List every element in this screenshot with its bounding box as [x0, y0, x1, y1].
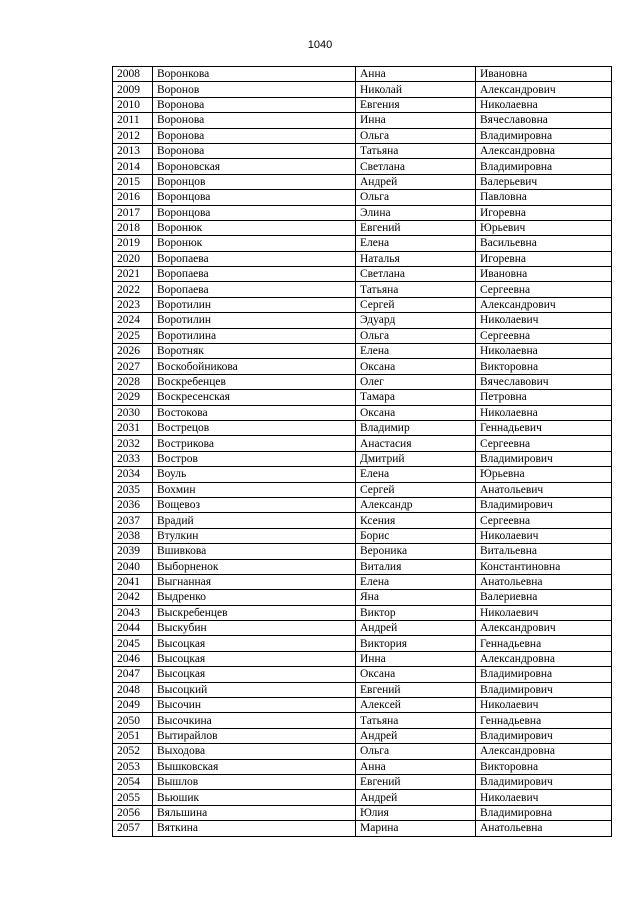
table-row — [113, 667, 612, 682]
first-name-cell: Виктория — [356, 636, 476, 651]
first-name-cell: Оксана — [356, 667, 476, 682]
table-row — [113, 698, 612, 713]
last-name-cell: Воронцова — [153, 205, 356, 220]
last-name-cell: Вострикова — [153, 436, 356, 451]
first-name-cell: Светлана — [356, 159, 476, 174]
patronymic-cell: Витальевна — [476, 544, 612, 559]
last-name-cell: Воронов — [153, 82, 356, 97]
first-name-cell: Андрей — [356, 790, 476, 805]
row-number-cell: 2043 — [113, 605, 153, 620]
last-name-cell: Вышковская — [153, 759, 356, 774]
first-name-cell: Тамара — [356, 390, 476, 405]
table-row — [113, 420, 612, 435]
patronymic-cell: Анатольевич — [476, 482, 612, 497]
table-row — [113, 590, 612, 605]
row-number-cell: 2045 — [113, 636, 153, 651]
table-row — [113, 497, 612, 512]
row-number-cell: 2049 — [113, 698, 153, 713]
first-name-cell: Владимир — [356, 420, 476, 435]
first-name-cell: Ксения — [356, 513, 476, 528]
last-name-cell: Воронкова — [153, 67, 356, 82]
row-number-cell: 2033 — [113, 451, 153, 466]
patronymic-cell: Геннадьевич — [476, 420, 612, 435]
row-number-cell: 2030 — [113, 405, 153, 420]
table-row — [113, 790, 612, 805]
first-name-cell: Андрей — [356, 728, 476, 743]
row-number-cell: 2029 — [113, 390, 153, 405]
last-name-cell: Выборненок — [153, 559, 356, 574]
last-name-cell: Воронюк — [153, 220, 356, 235]
patronymic-cell: Владимирович — [476, 497, 612, 512]
table-row — [113, 236, 612, 251]
last-name-cell: Востокова — [153, 405, 356, 420]
table-row — [113, 436, 612, 451]
first-name-cell: Анна — [356, 759, 476, 774]
table-row — [113, 574, 612, 589]
patronymic-cell: Игоревна — [476, 251, 612, 266]
first-name-cell: Елена — [356, 574, 476, 589]
row-number-cell: 2021 — [113, 267, 153, 282]
last-name-cell: Воропаева — [153, 267, 356, 282]
first-name-cell: Светлана — [356, 267, 476, 282]
table-row — [113, 528, 612, 543]
table-row — [113, 328, 612, 343]
last-name-cell: Воронюк — [153, 236, 356, 251]
first-name-cell: Елена — [356, 236, 476, 251]
table-row — [113, 267, 612, 282]
row-number-cell: 2024 — [113, 313, 153, 328]
last-name-cell: Воропаева — [153, 282, 356, 297]
table-row — [113, 744, 612, 759]
row-number-cell: 2027 — [113, 359, 153, 374]
patronymic-cell: Александровна — [476, 744, 612, 759]
patronymic-cell: Юрьевич — [476, 220, 612, 235]
table-row — [113, 359, 612, 374]
first-name-cell: Анна — [356, 67, 476, 82]
row-number-cell: 2038 — [113, 528, 153, 543]
last-name-cell: Воронова — [153, 113, 356, 128]
table-row — [113, 682, 612, 697]
row-number-cell: 2047 — [113, 667, 153, 682]
patronymic-cell: Владимировна — [476, 128, 612, 143]
first-name-cell: Татьяна — [356, 143, 476, 158]
table-row — [113, 313, 612, 328]
row-number-cell: 2028 — [113, 374, 153, 389]
patronymic-cell: Сергеевна — [476, 282, 612, 297]
last-name-cell: Выскубин — [153, 621, 356, 636]
row-number-cell: 2051 — [113, 728, 153, 743]
row-number-cell: 2010 — [113, 97, 153, 112]
table-row — [113, 220, 612, 235]
table-row — [113, 651, 612, 666]
row-number-cell: 2037 — [113, 513, 153, 528]
last-name-cell: Вяткина — [153, 821, 356, 836]
row-number-cell: 2055 — [113, 790, 153, 805]
table-row — [113, 113, 612, 128]
table-row — [113, 728, 612, 743]
row-number-cell: 2025 — [113, 328, 153, 343]
patronymic-cell: Николаевич — [476, 528, 612, 543]
row-number-cell: 2017 — [113, 205, 153, 220]
patronymic-cell: Ивановна — [476, 267, 612, 282]
row-number-cell: 2052 — [113, 744, 153, 759]
first-name-cell: Виктор — [356, 605, 476, 620]
row-number-cell: 2056 — [113, 805, 153, 820]
table-row — [113, 67, 612, 82]
patronymic-cell: Ивановна — [476, 67, 612, 82]
first-name-cell: Борис — [356, 528, 476, 543]
patronymic-cell: Александровна — [476, 143, 612, 158]
patronymic-cell: Владимирович — [476, 728, 612, 743]
patronymic-cell: Павловна — [476, 190, 612, 205]
first-name-cell: Андрей — [356, 174, 476, 189]
row-number-cell: 2011 — [113, 113, 153, 128]
table-row — [113, 251, 612, 266]
patronymic-cell: Сергеевна — [476, 513, 612, 528]
row-number-cell: 2044 — [113, 621, 153, 636]
row-number-cell: 2015 — [113, 174, 153, 189]
row-number-cell: 2046 — [113, 651, 153, 666]
row-number-cell: 2034 — [113, 467, 153, 482]
patronymic-cell: Викторовна — [476, 759, 612, 774]
patronymic-cell: Владимировна — [476, 159, 612, 174]
table-row — [113, 467, 612, 482]
last-name-cell: Воскребенцев — [153, 374, 356, 389]
first-name-cell: Татьяна — [356, 713, 476, 728]
patronymic-cell: Васильевна — [476, 236, 612, 251]
first-name-cell: Марина — [356, 821, 476, 836]
row-number-cell: 2031 — [113, 420, 153, 435]
table-row — [113, 774, 612, 789]
patronymic-cell: Николаевна — [476, 97, 612, 112]
row-number-cell: 2050 — [113, 713, 153, 728]
last-name-cell: Высоцкая — [153, 636, 356, 651]
first-name-cell: Оксана — [356, 405, 476, 420]
row-number-cell: 2012 — [113, 128, 153, 143]
table-row — [113, 405, 612, 420]
row-number-cell: 2032 — [113, 436, 153, 451]
table-row — [113, 174, 612, 189]
first-name-cell: Виталия — [356, 559, 476, 574]
table-row — [113, 636, 612, 651]
table-row — [113, 821, 612, 836]
last-name-cell: Вороновская — [153, 159, 356, 174]
last-name-cell: Воскобойникова — [153, 359, 356, 374]
first-name-cell: Андрей — [356, 621, 476, 636]
patronymic-cell: Петровна — [476, 390, 612, 405]
first-name-cell: Ольга — [356, 190, 476, 205]
last-name-cell: Вьюшик — [153, 790, 356, 805]
row-number-cell: 2042 — [113, 590, 153, 605]
first-name-cell: Ольга — [356, 744, 476, 759]
first-name-cell: Дмитрий — [356, 451, 476, 466]
first-name-cell: Николай — [356, 82, 476, 97]
first-name-cell: Алексей — [356, 698, 476, 713]
table-row — [113, 374, 612, 389]
first-name-cell: Эдуард — [356, 313, 476, 328]
first-name-cell: Евгений — [356, 220, 476, 235]
table-row — [113, 297, 612, 312]
last-name-cell: Высочкина — [153, 713, 356, 728]
last-name-cell: Воротилина — [153, 328, 356, 343]
last-name-cell: Врадий — [153, 513, 356, 528]
patronymic-cell: Игоревна — [476, 205, 612, 220]
first-name-cell: Евгений — [356, 682, 476, 697]
first-name-cell: Анастасия — [356, 436, 476, 451]
patronymic-cell: Анатольевна — [476, 574, 612, 589]
row-number-cell: 2054 — [113, 774, 153, 789]
last-name-cell: Воронцова — [153, 190, 356, 205]
last-name-cell: Воуль — [153, 467, 356, 482]
last-name-cell: Вохмин — [153, 482, 356, 497]
first-name-cell: Ольга — [356, 328, 476, 343]
first-name-cell: Елена — [356, 467, 476, 482]
patronymic-cell: Николаевич — [476, 313, 612, 328]
patronymic-cell: Владимировна — [476, 805, 612, 820]
row-number-cell: 2019 — [113, 236, 153, 251]
patronymic-cell: Владимировна — [476, 667, 612, 682]
row-number-cell: 2026 — [113, 344, 153, 359]
table-row — [113, 759, 612, 774]
last-name-cell: Воротилин — [153, 297, 356, 312]
patronymic-cell: Валериевна — [476, 590, 612, 605]
row-number-cell: 2036 — [113, 497, 153, 512]
row-number-cell: 2020 — [113, 251, 153, 266]
row-number-cell: 2040 — [113, 559, 153, 574]
patronymic-cell: Сергеевна — [476, 436, 612, 451]
last-name-cell: Воротняк — [153, 344, 356, 359]
row-number-cell: 2048 — [113, 682, 153, 697]
last-name-cell: Высочин — [153, 698, 356, 713]
table-row — [113, 713, 612, 728]
row-number-cell: 2008 — [113, 67, 153, 82]
last-name-cell: Воронова — [153, 143, 356, 158]
last-name-cell: Втулкин — [153, 528, 356, 543]
last-name-cell: Вытирайлов — [153, 728, 356, 743]
patronymic-cell: Владимирович — [476, 451, 612, 466]
last-name-cell: Воротилин — [153, 313, 356, 328]
patronymic-cell: Николаевич — [476, 790, 612, 805]
first-name-cell: Ольга — [356, 128, 476, 143]
patronymic-cell: Викторовна — [476, 359, 612, 374]
first-name-cell: Сергей — [356, 482, 476, 497]
patronymic-cell: Геннадьевна — [476, 636, 612, 651]
table-row — [113, 282, 612, 297]
last-name-cell: Выходова — [153, 744, 356, 759]
first-name-cell: Татьяна — [356, 282, 476, 297]
patronymic-cell: Николаевич — [476, 698, 612, 713]
row-number-cell: 2022 — [113, 282, 153, 297]
row-number-cell: 2039 — [113, 544, 153, 559]
table-row — [113, 805, 612, 820]
row-number-cell: 2014 — [113, 159, 153, 174]
patronymic-cell: Валерьевич — [476, 174, 612, 189]
last-name-cell: Высоцкая — [153, 651, 356, 666]
row-number-cell: 2009 — [113, 82, 153, 97]
table-row — [113, 544, 612, 559]
first-name-cell: Сергей — [356, 297, 476, 312]
last-name-cell: Воронова — [153, 128, 356, 143]
row-number-cell: 2053 — [113, 759, 153, 774]
patronymic-cell: Александрович — [476, 82, 612, 97]
first-name-cell: Елена — [356, 344, 476, 359]
table-row — [113, 390, 612, 405]
table-row — [113, 451, 612, 466]
row-number-cell: 2023 — [113, 297, 153, 312]
row-number-cell: 2057 — [113, 821, 153, 836]
last-name-cell: Вощевоз — [153, 497, 356, 512]
table-row — [113, 513, 612, 528]
patronymic-cell: Александрович — [476, 621, 612, 636]
table-row — [113, 344, 612, 359]
last-name-cell: Воропаева — [153, 251, 356, 266]
patronymic-cell: Сергеевна — [476, 328, 612, 343]
row-number-cell: 2016 — [113, 190, 153, 205]
last-name-cell: Вяльшина — [153, 805, 356, 820]
table-row — [113, 559, 612, 574]
patronymic-cell: Николаевна — [476, 405, 612, 420]
first-name-cell: Инна — [356, 113, 476, 128]
table-row — [113, 205, 612, 220]
table-row — [113, 82, 612, 97]
patronymic-cell: Владимирович — [476, 774, 612, 789]
table-row — [113, 605, 612, 620]
first-name-cell: Инна — [356, 651, 476, 666]
registry-table — [112, 66, 612, 837]
registry-body — [113, 67, 612, 837]
first-name-cell: Вероника — [356, 544, 476, 559]
row-number-cell: 2041 — [113, 574, 153, 589]
row-number-cell: 2018 — [113, 220, 153, 235]
last-name-cell: Выдренко — [153, 590, 356, 605]
last-name-cell: Востров — [153, 451, 356, 466]
patronymic-cell: Юрьевна — [476, 467, 612, 482]
patronymic-cell: Константиновна — [476, 559, 612, 574]
patronymic-cell: Владимирович — [476, 682, 612, 697]
page-number: 1040 — [307, 39, 333, 51]
first-name-cell: Евгения — [356, 97, 476, 112]
patronymic-cell: Николаевна — [476, 344, 612, 359]
last-name-cell: Воскресенская — [153, 390, 356, 405]
last-name-cell: Высоцкий — [153, 682, 356, 697]
table-row — [113, 159, 612, 174]
table-row — [113, 190, 612, 205]
last-name-cell: Выгнанная — [153, 574, 356, 589]
table-row — [113, 621, 612, 636]
last-name-cell: Вышлов — [153, 774, 356, 789]
first-name-cell: Александр — [356, 497, 476, 512]
patronymic-cell: Вячеславовна — [476, 113, 612, 128]
table-row — [113, 482, 612, 497]
first-name-cell: Оксана — [356, 359, 476, 374]
patronymic-cell: Николаевич — [476, 605, 612, 620]
patronymic-cell: Александрович — [476, 297, 612, 312]
table-row — [113, 128, 612, 143]
last-name-cell: Вострецов — [153, 420, 356, 435]
first-name-cell: Яна — [356, 590, 476, 605]
last-name-cell: Высоцкая — [153, 667, 356, 682]
row-number-cell: 2013 — [113, 143, 153, 158]
first-name-cell: Юлия — [356, 805, 476, 820]
patronymic-cell: Александровна — [476, 651, 612, 666]
table-row — [113, 97, 612, 112]
last-name-cell: Выскребенцев — [153, 605, 356, 620]
patronymic-cell: Геннадьевна — [476, 713, 612, 728]
table-row — [113, 143, 612, 158]
first-name-cell: Евгений — [356, 774, 476, 789]
first-name-cell: Наталья — [356, 251, 476, 266]
first-name-cell: Элина — [356, 205, 476, 220]
last-name-cell: Вшивкова — [153, 544, 356, 559]
first-name-cell: Олег — [356, 374, 476, 389]
last-name-cell: Воронова — [153, 97, 356, 112]
patronymic-cell: Вячеславович — [476, 374, 612, 389]
row-number-cell: 2035 — [113, 482, 153, 497]
last-name-cell: Воронцов — [153, 174, 356, 189]
patronymic-cell: Анатольевна — [476, 821, 612, 836]
